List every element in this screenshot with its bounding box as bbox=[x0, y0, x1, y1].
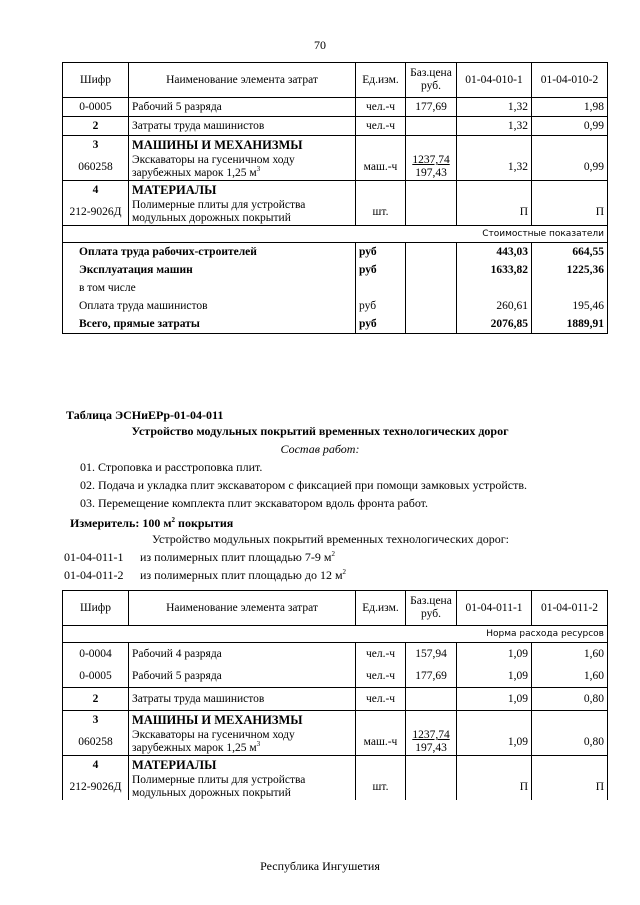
page-number: 70 bbox=[314, 38, 326, 52]
table-row: 060258 Экскаваторы на гусеничном ходу зарубежных марок 1,25 $м^3$ маш.-ч 1237,74 197,43 1,09 0,80 bbox=[63, 729, 608, 756]
norms-table-01-04-010 bbox=[62, 62, 608, 334]
table-row: 0-0005 Рабочий 5 разряда чел.-ч 177,69 1,09 1,60 bbox=[63, 665, 608, 688]
norm-label-row: Норма расхода ресурсов bbox=[63, 626, 608, 643]
work-heading: Состав работ: bbox=[280, 442, 360, 456]
table-row: 2 Затраты труда машинистов чел.-ч 1,32 0,99 bbox=[63, 117, 608, 136]
header-name: Наименование элемента затрат bbox=[129, 591, 356, 626]
section-row-machines: 3 МАШИНЫ И МЕХАНИЗМЫ bbox=[63, 711, 608, 730]
summary-row: в том числе bbox=[63, 279, 608, 297]
table-row: 0-0004 Рабочий 4 разряда чел.-ч 157,94 1,09 1,60 bbox=[63, 643, 608, 666]
header-code: Шифр bbox=[63, 63, 129, 98]
header-col2: 01-04-010-2 bbox=[532, 63, 608, 98]
header-col1: 01-04-011-1 bbox=[457, 591, 532, 626]
summary-row: Оплата труда машинистов руб 260,61 195,46 bbox=[63, 297, 608, 315]
table-row: 060258 Экскаваторы на гусеничном ходу зарубежных марок 1,25 $м^3$ маш.-ч 1237,74 197,43 1,32 0,99 bbox=[63, 154, 608, 181]
table-header-row bbox=[63, 591, 608, 626]
work-step: 01. Строповка и расстроповка плит. bbox=[80, 460, 263, 474]
header-unit: Ед.изм. bbox=[356, 591, 406, 626]
table-subtitle: Устройство модульных покрытий временных технологических дорог bbox=[131, 424, 509, 438]
section-row-materials: 4 МАТЕРИАЛЫ bbox=[63, 181, 608, 200]
summary-row: Оплата труда рабочих-строителей руб 443,03 664,55 bbox=[63, 243, 608, 262]
summary-row: Всего, прямые затраты руб 2076,85 1889,91 bbox=[63, 315, 608, 334]
table-row: 212-9026Д Полимерные плиты для устройства модульных дорожных покрытий шт. П П bbox=[63, 774, 608, 800]
summary-row: Эксплуатация машин руб 1633,82 1225,36 bbox=[63, 261, 608, 279]
norms-table-01-04-011 bbox=[62, 590, 608, 800]
header-price: Баз.цена руб. bbox=[406, 63, 457, 98]
page-footer: Республика Ингушетия bbox=[260, 859, 380, 873]
header-price: Баз.цена руб. bbox=[406, 591, 457, 626]
work-step: 02. Подача и укладка плит экскаватором с фиксацией при помощи замковых устройств. bbox=[80, 478, 528, 492]
header-col2: 01-04-011-2 bbox=[532, 591, 608, 626]
section-row-materials: 4 МАТЕРИАЛЫ bbox=[63, 756, 608, 775]
section-row-machines: 3 МАШИНЫ И МЕХАНИЗМЫ bbox=[63, 136, 608, 155]
header-col1: 01-04-010-1 bbox=[457, 63, 532, 98]
header-code: Шифр bbox=[63, 591, 129, 626]
header-name: Наименование элемента затрат bbox=[129, 63, 356, 98]
table-header-row bbox=[63, 63, 608, 98]
table-row: 2 Затраты труда машинистов чел.-ч 1,09 0,80 bbox=[63, 688, 608, 711]
measure-unit: Измеритель: 100 $м^2$ покрытия bbox=[70, 516, 234, 530]
variant-line: 01-04-011-2 из полимерных плит площадью до 12 $м^2$ bbox=[64, 568, 347, 582]
header-unit: Ед.изм. bbox=[356, 63, 406, 98]
work-description: Устройство модульных покрытий временных технологических дорог: bbox=[152, 532, 509, 546]
table-row: 0-0005 Рабочий 5 разряда чел.-ч 177,69 1,32 1,98 bbox=[63, 98, 608, 117]
cost-indicators-row: Стоимостные показатели bbox=[63, 226, 608, 243]
variant-line: 01-04-011-1 из полимерных плит площадью 7-9 $м^2$ bbox=[64, 550, 335, 564]
work-step: 03. Перемещение комплекта плит экскаватором вдоль фронта работ. bbox=[80, 496, 429, 510]
table-title: Таблица ЭСНиЕРр-01-04-011 bbox=[66, 408, 224, 422]
table-row: 212-9026Д Полимерные плиты для устройства модульных дорожных покрытий шт. П П bbox=[63, 199, 608, 226]
